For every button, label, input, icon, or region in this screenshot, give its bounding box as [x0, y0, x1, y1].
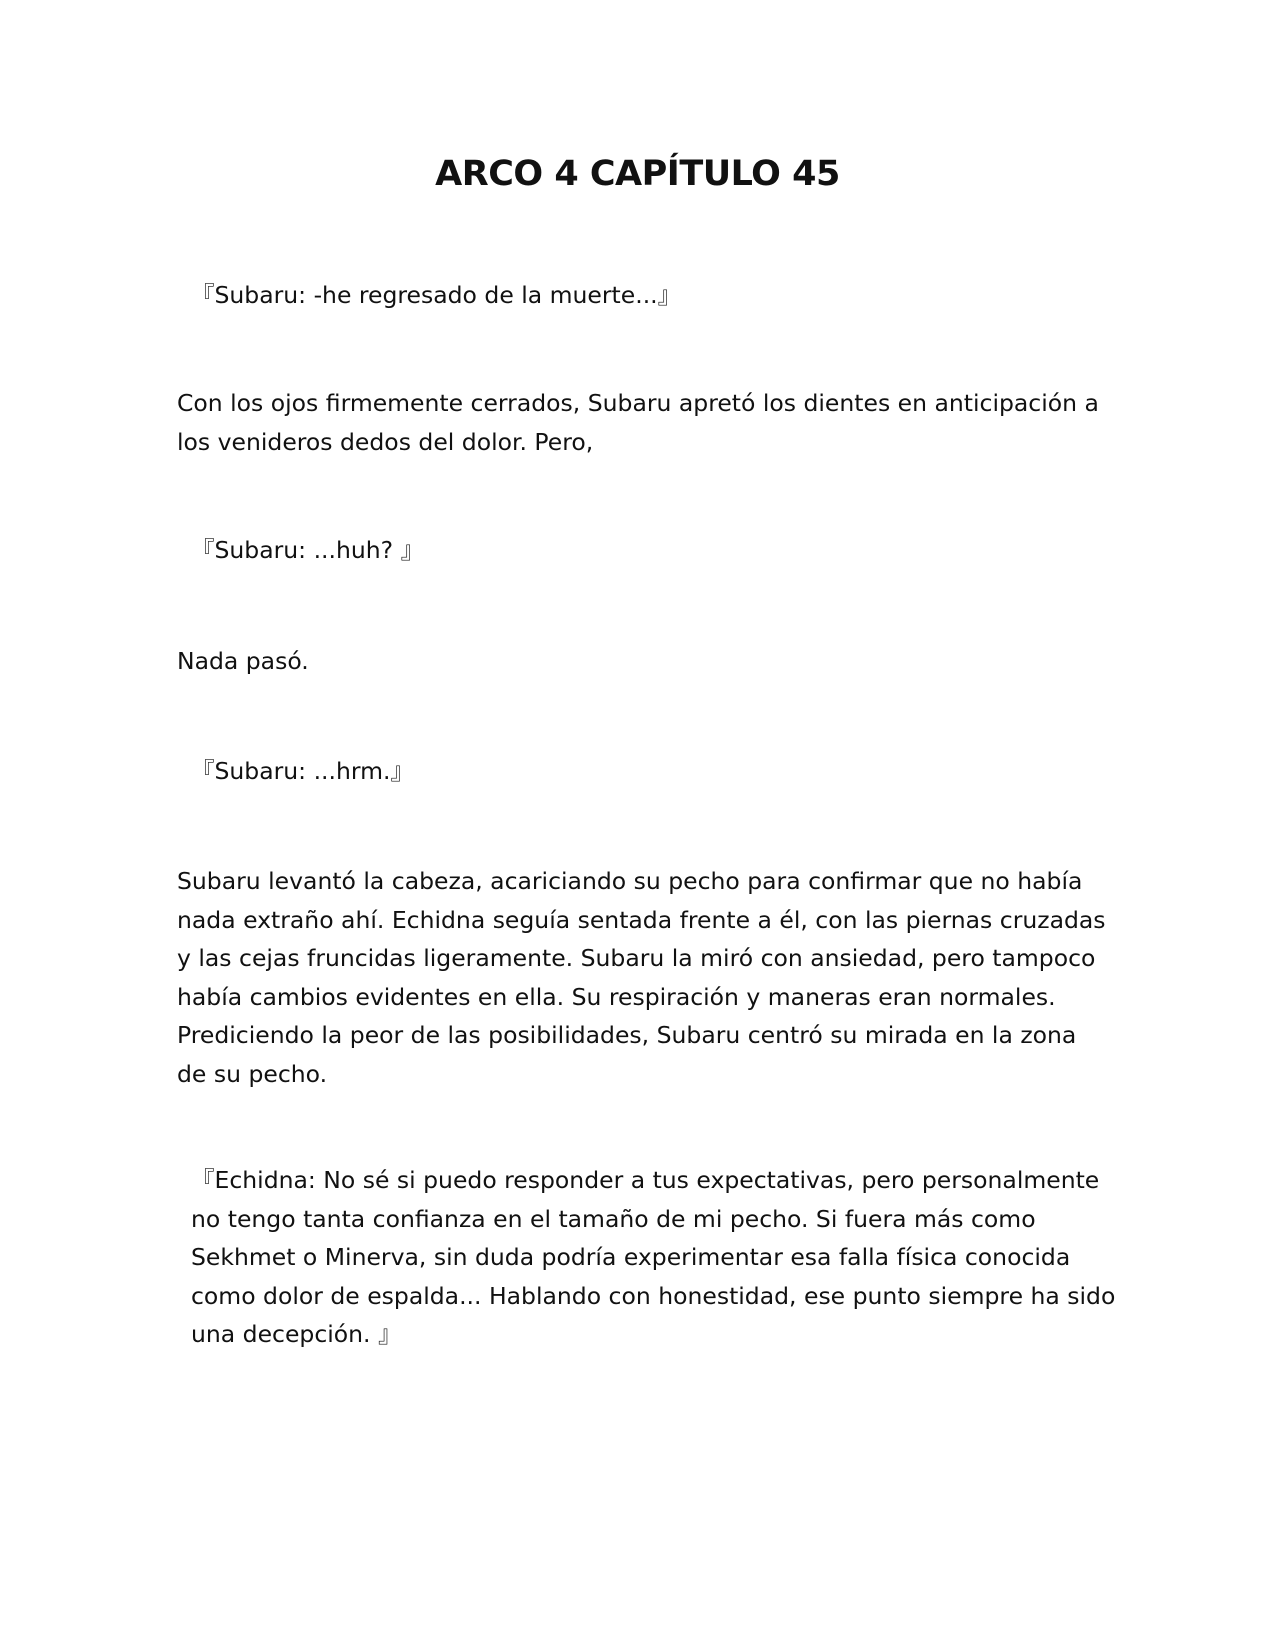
paragraph-dialogue-subaru-1: 『Subaru: -he regresado de la muerte...』 [191, 281, 682, 309]
paragraph-narration-1: Con los ojos firmemente cerrados, Subaru apretó los dientes en anticipación a los venideros dedos del dolor. Pero, [177, 389, 1099, 456]
paragraph-narration-3: Subaru levantó la cabeza, acariciando su pecho para confirmar que no había nada extraño ahí. Echidna seguía sentada frente a él, con las piernas cruzadas y las cejas fruncidas ligeramente. Subaru la miró con ansiedad, pero tampoco había cambios evidentes en ella. Su respiración y maneras eran normales. Prediciendo la peor de las posibilidades, Subaru centró su mirada en la zona de su pecho. [177, 867, 1106, 1088]
paragraph-dialogue-subaru-3: 『Subaru: ...hrm.』 [191, 757, 414, 785]
paragraph-dialogue-echidna: 『Echidna: No sé si puedo responder a tus expectativas, pero personalmente no tengo tanta confianza en el tamaño de mi pecho. Si fuera más como Sekhmet o Minerva, sin duda podría experimentar esa falla física conocida como dolor de espalda... Hablando con honestidad, ese punto siempre ha sido una decepción. 』 [191, 1166, 1116, 1348]
chapter-title: ARCO 4 CAPÍTULO 45 [435, 154, 840, 194]
paragraph-narration-2: Nada pasó. [177, 647, 309, 675]
paragraph-dialogue-subaru-2: 『Subaru: ...huh? 』 [191, 536, 425, 564]
